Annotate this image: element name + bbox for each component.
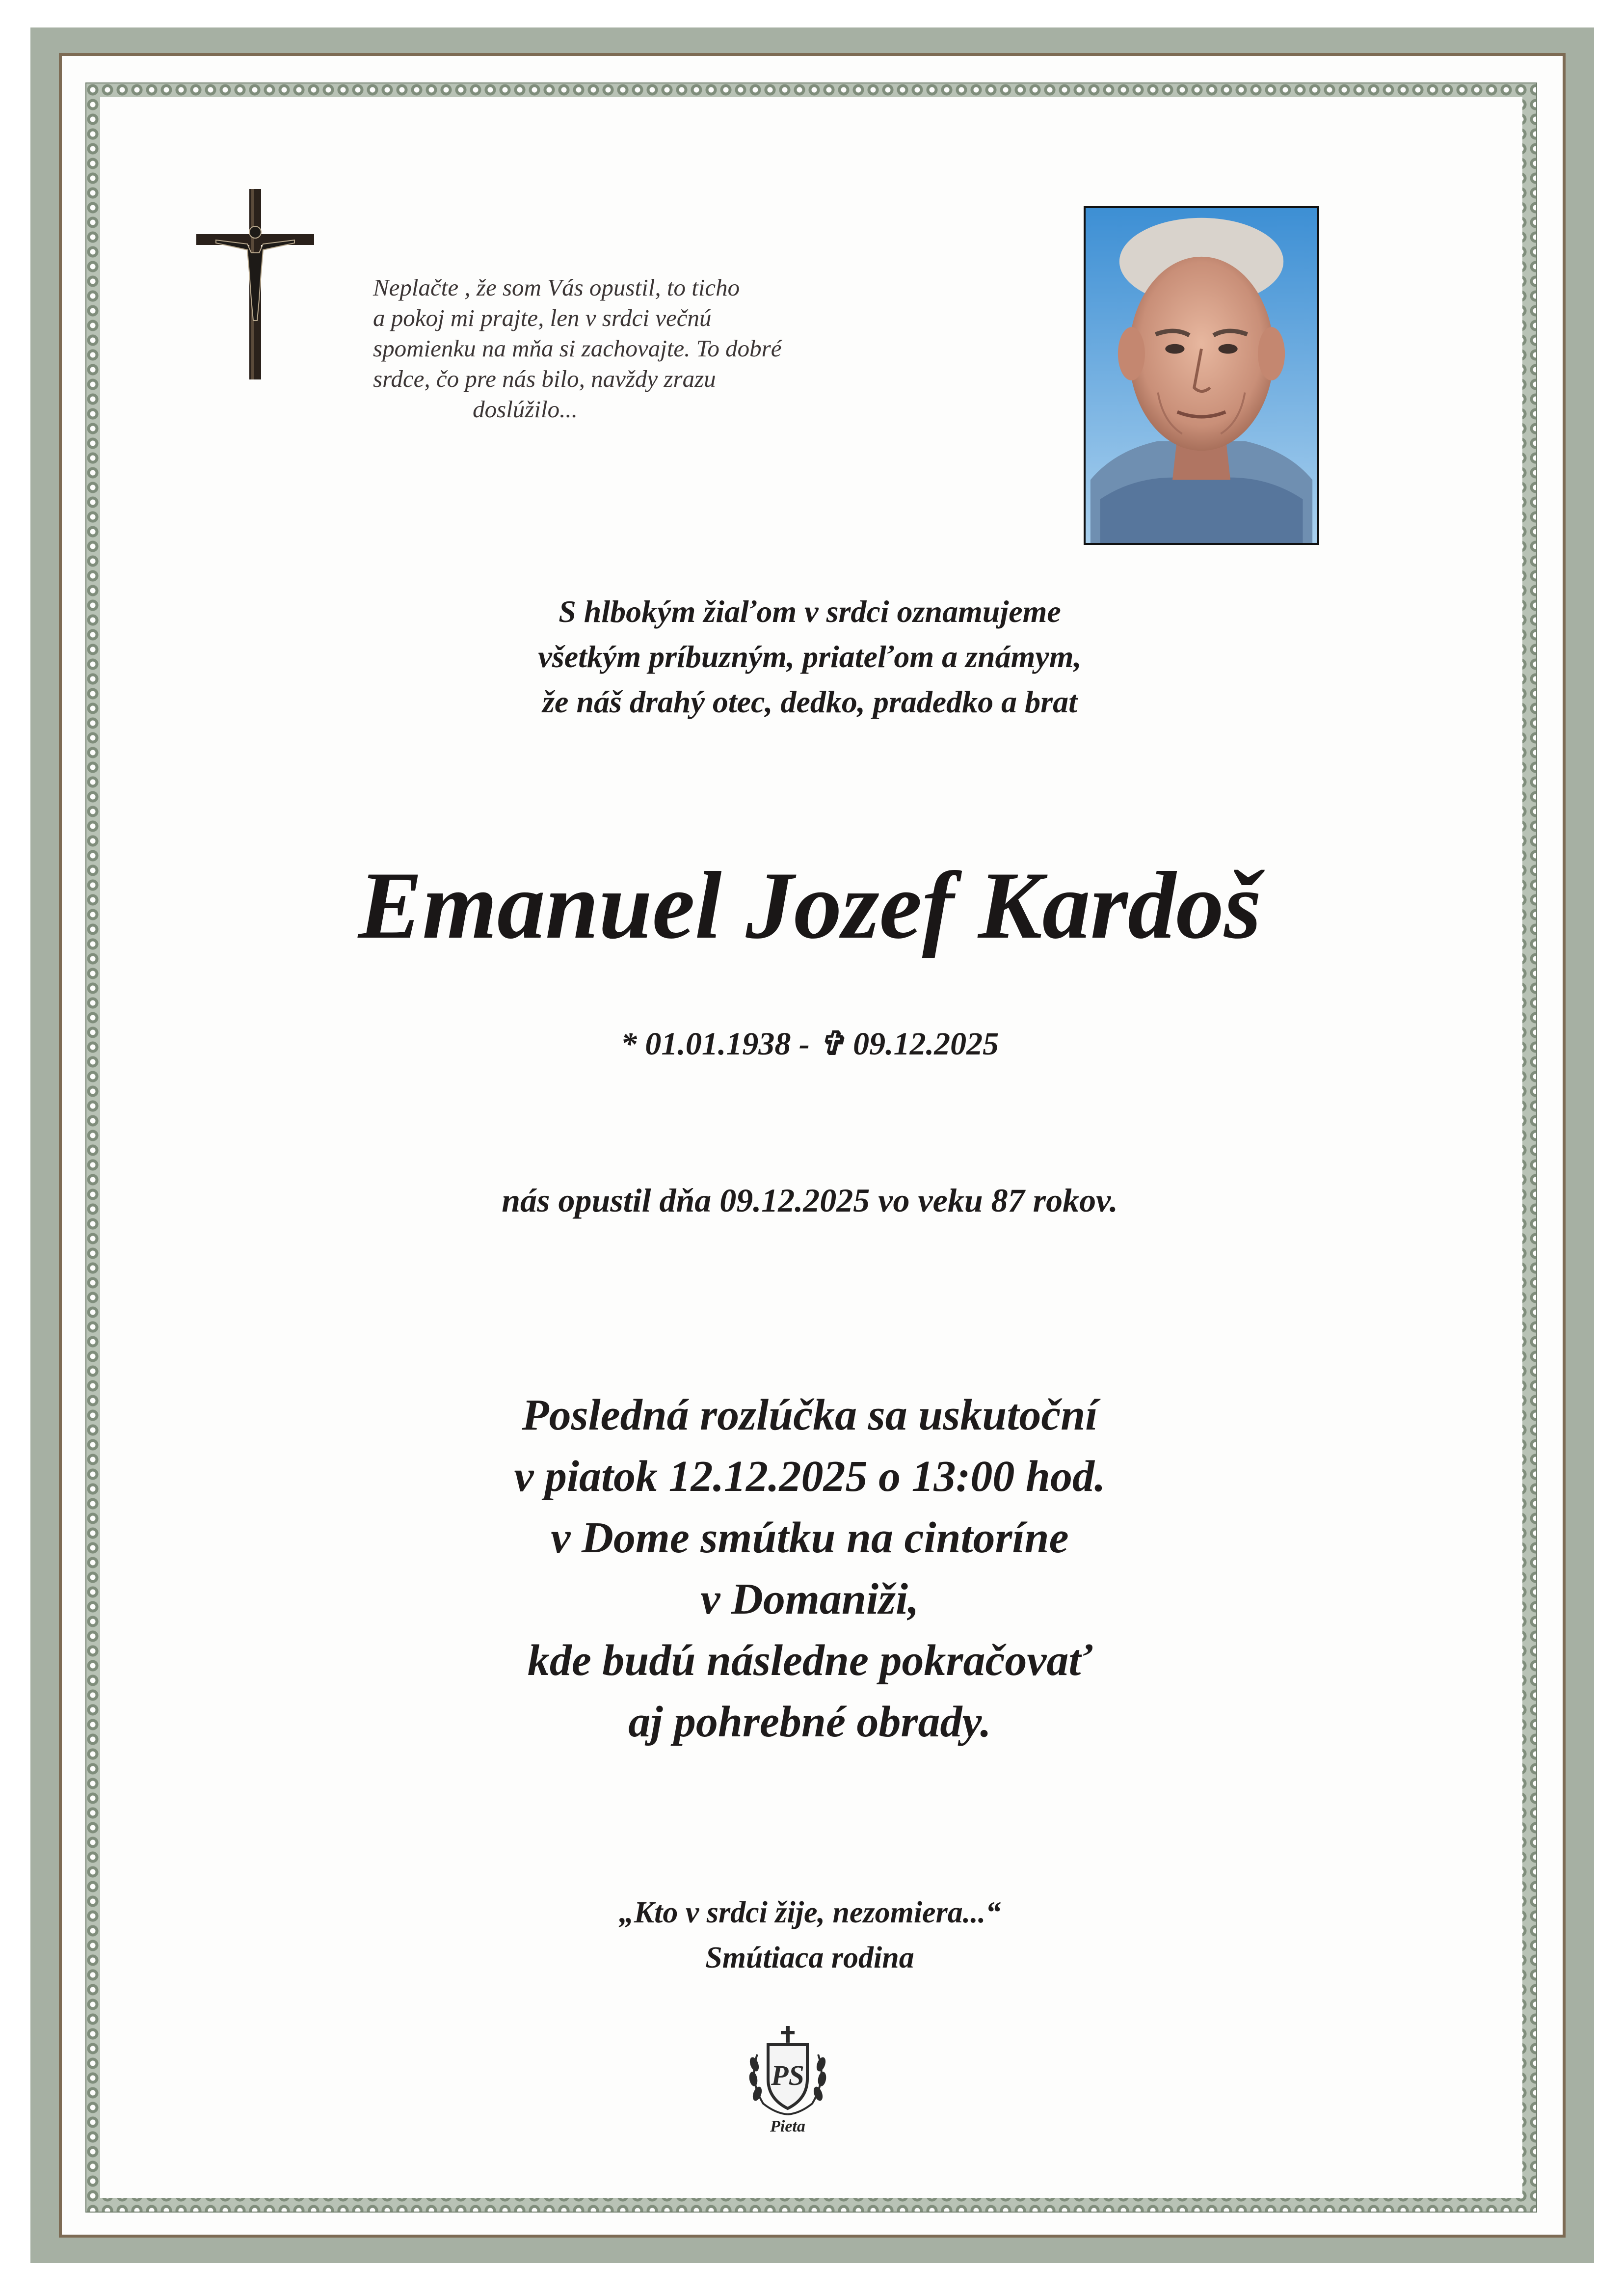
funeral-line: Posledná rozlúčka sa uskutoční — [522, 1391, 1098, 1439]
date-separator: - — [798, 1026, 810, 1062]
funeral-line: v piatok 12.12.2025 o 13:00 hod. — [514, 1452, 1106, 1501]
funeral-details — [270, 1384, 1350, 1753]
crucifix-icon — [196, 189, 314, 379]
poem-line: doslúžilo... — [473, 396, 578, 423]
birth-date: 01.01.1938 — [645, 1026, 791, 1062]
poem-line: a pokoj mi prajte, len v srdci večnú — [373, 304, 712, 331]
announcement-line: všetkým príbuzným, priateľom a známym, — [538, 639, 1082, 674]
birth-marker: * — [620, 1026, 637, 1062]
funeral-line: aj pohrebné obrady. — [628, 1698, 991, 1746]
poem-line: Neplačte , že som Vás opustil, to ticho — [373, 274, 740, 301]
closing-text — [393, 1890, 1227, 1980]
announcement-text — [344, 589, 1276, 725]
logo-initials: PS — [771, 2059, 804, 2091]
funeral-line: v Domaniži, — [700, 1575, 919, 1623]
poem-line: spomienku na mňa si zachovajte. To dobré — [373, 335, 782, 362]
announcement-line: S hlbokým žiaľom v srdci oznamujeme — [559, 594, 1061, 629]
portrait-photo — [1084, 206, 1319, 545]
logo-emblem-icon — [744, 2025, 832, 2118]
logo-label: Pieta — [770, 2117, 805, 2135]
funeral-line: v Dome smútku na cintoríne — [551, 1513, 1069, 1562]
poem-line: srdce, čo pre nás bilo, navždy zrazu — [373, 365, 716, 392]
passing-line: nás opustil dňa 09.12.2025 vo veku 87 rokov. — [502, 1182, 1118, 1219]
closing-quote: „Kto v srdci žije, nezomiera...“ — [618, 1896, 1001, 1929]
death-date: 09.12.2025 — [853, 1026, 999, 1062]
poem-text — [373, 272, 782, 425]
funeral-line: kde budú následne pokračovať — [527, 1636, 1092, 1685]
deceased-name: Emanuel Jozef Kardoš — [358, 852, 1262, 959]
announcement-line: že náš drahý otec, dedko, pradedko a brat — [542, 684, 1077, 719]
family-signature: Smútiaca rodina — [705, 1941, 914, 1974]
pieta-logo — [744, 2025, 832, 2138]
death-cross-icon: ✞ — [818, 1026, 845, 1062]
life-dates — [344, 1022, 1276, 1066]
